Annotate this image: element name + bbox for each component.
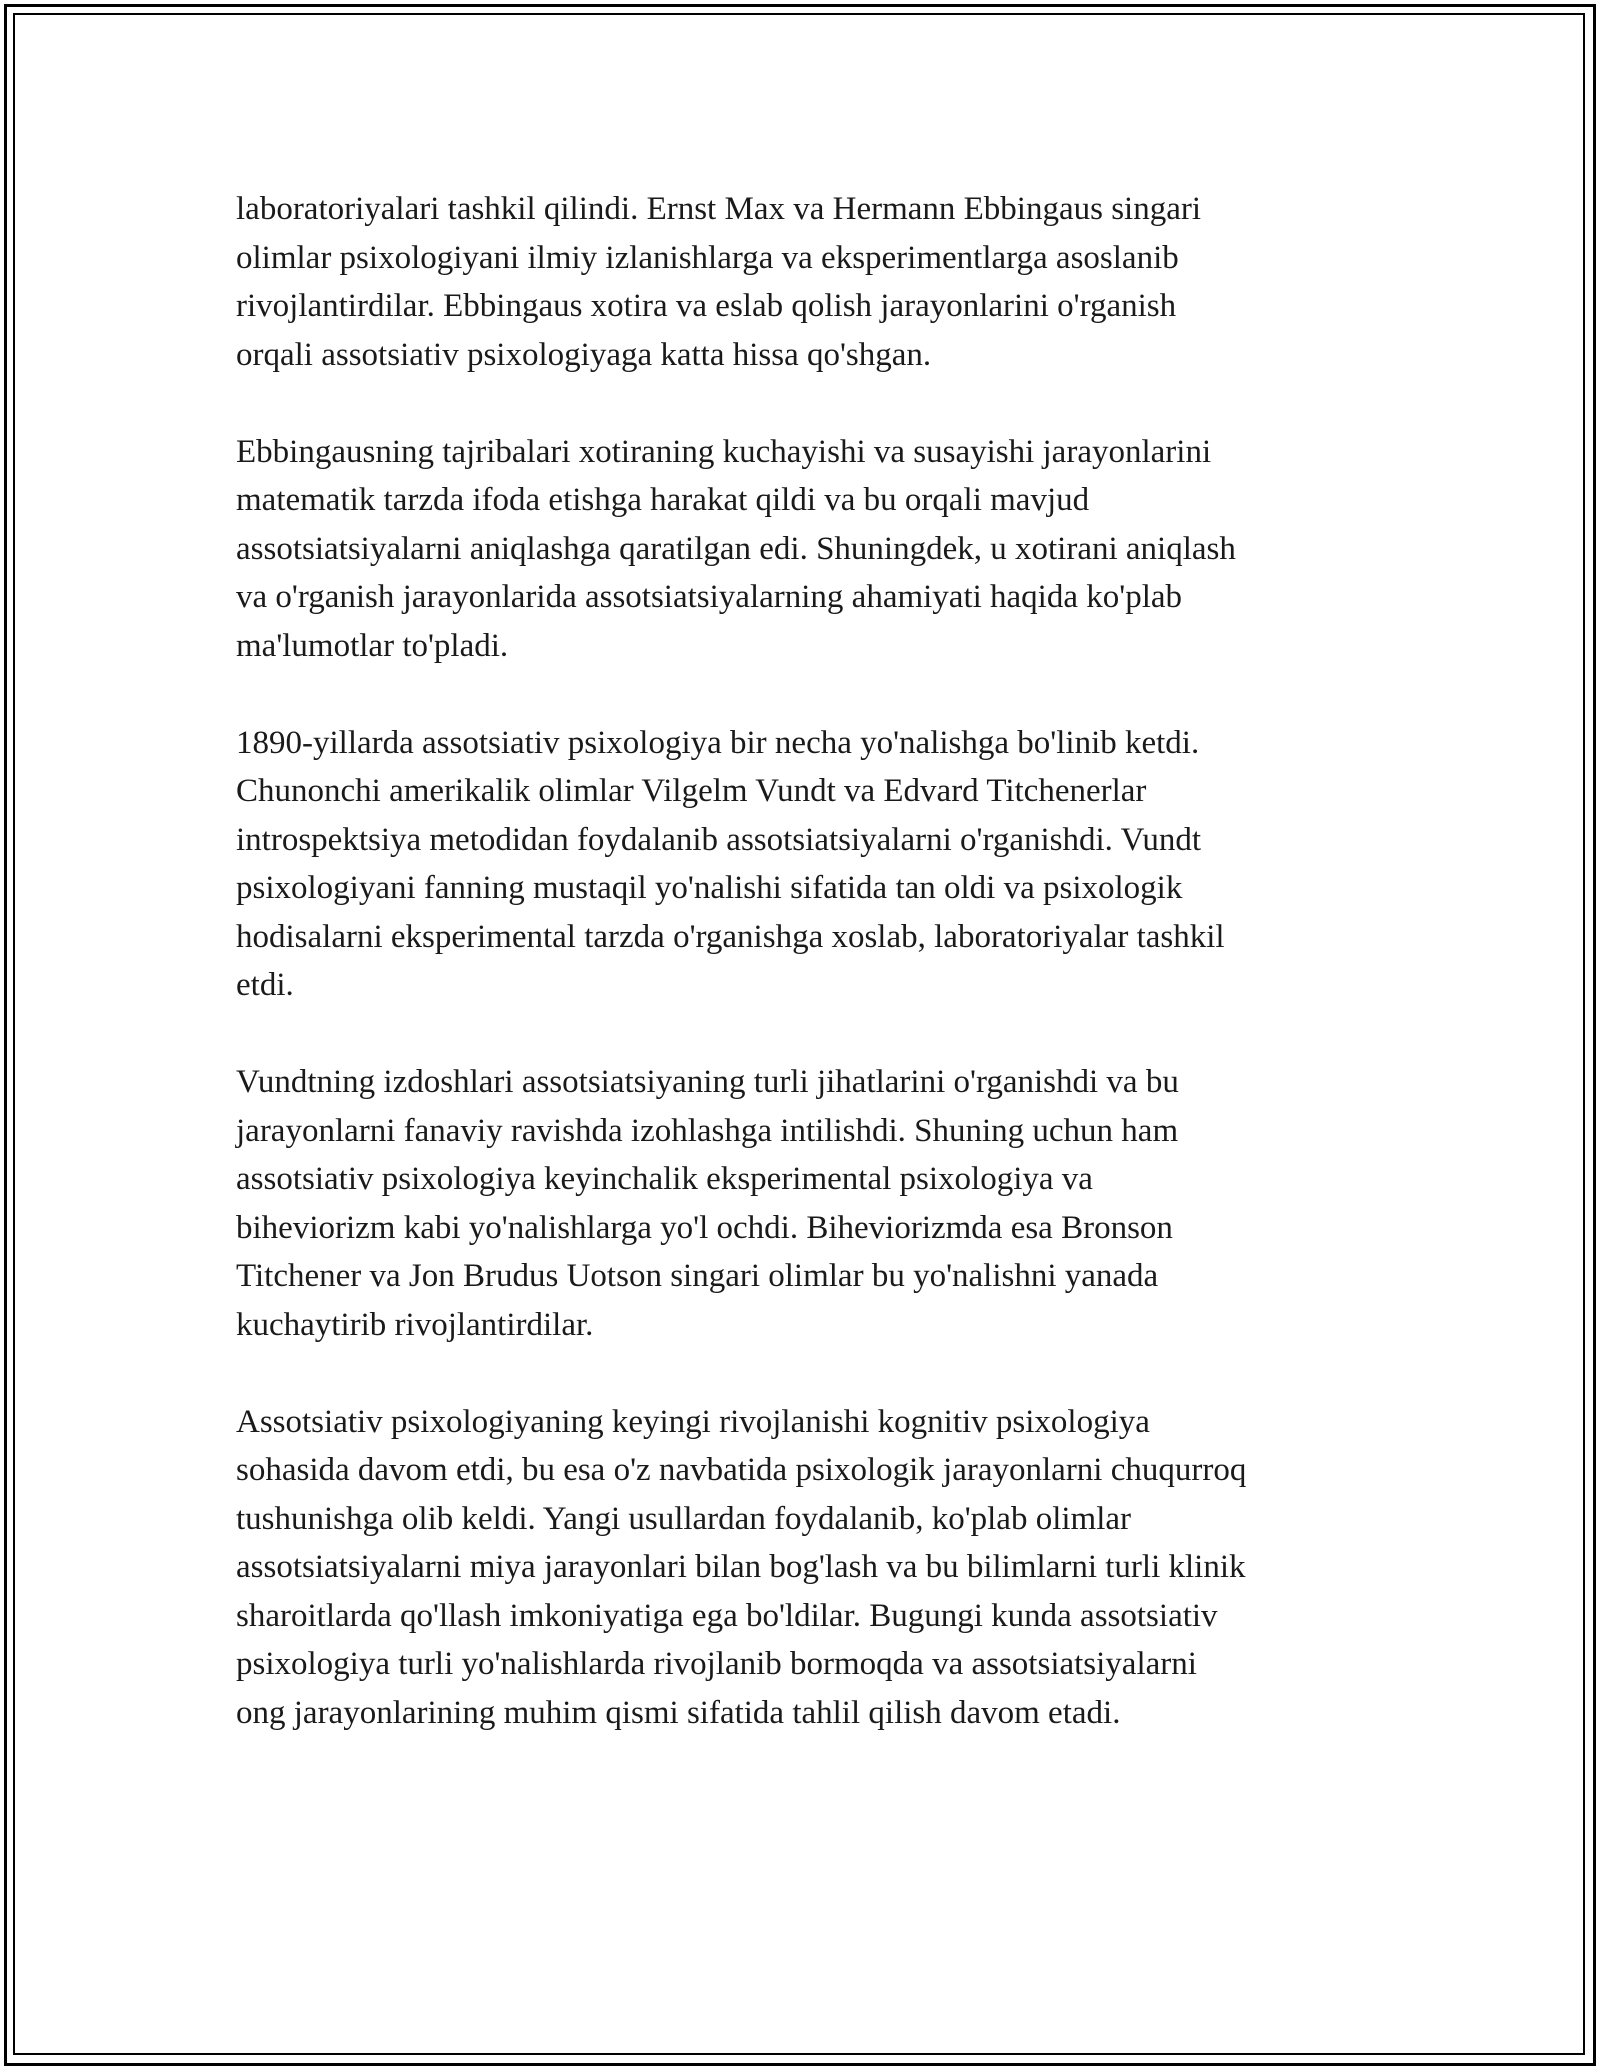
- text-line: hodisalarni eksperimental tarzda o'rganishga xoslab, laboratoriyalar tashkil: [236, 918, 1225, 955]
- text-line: Titchener va Jon Brudus Uotson singari olimlar bu yo'nalishni yanada: [236, 1258, 1159, 1294]
- text-line: etdi.: [236, 967, 294, 1003]
- paragraph-5: [236, 1398, 1366, 1738]
- text-line: 1890-yillarda assotsiativ psixologiya bir necha yo'nalishga bo'linib ketdi.: [236, 724, 1200, 761]
- text-line: assotsiatsiyalarni miya jarayonlari bilan bog'lash va bu bilimlarni turli klinik: [236, 1549, 1246, 1585]
- paragraph-4: [236, 1058, 1366, 1349]
- text-line: ma'lumotlar to'pladi.: [236, 627, 509, 664]
- paragraph-3: [236, 719, 1366, 1010]
- text-line: assotsiatsiyalarni aniqlashga qaratilgan edi. Shuningdek, u xotirani aniqlash: [236, 530, 1236, 567]
- text-line: assotsiativ psixologiya keyinchalik eksperimental psixologiya va: [236, 1161, 1093, 1197]
- text-line: Chunonchi amerikalik olimlar Vilgelm Vundt va Edvard Titchenerlar: [236, 773, 1147, 809]
- text-line: Ebbingausning tajribalari xotiraning kuchayishi va susayishi jarayonlarini: [236, 433, 1212, 470]
- text-line: va o'rganish jarayonlarida assotsiatsiyalarning ahamiyati haqida ko'plab: [236, 579, 1183, 615]
- paragraph-2: [236, 428, 1366, 671]
- text-line: sohasida davom etdi, bu esa o'z navbatida psixologik jarayonlarni chuqurroq: [236, 1452, 1247, 1488]
- paragraph-1: [236, 185, 1366, 379]
- text-line: olimlar psixologiyani ilmiy izlanishlarga va eksperimentlarga asoslanib: [236, 239, 1179, 276]
- text-line: kuchaytirib rivojlantirdilar.: [236, 1306, 594, 1343]
- text-line: orqali assotsiativ psixologiyaga katta hissa qo'shgan.: [236, 336, 932, 373]
- text-line: psixologiyani fanning mustaqil yo'nalishi sifatida tan oldi va psixologik: [236, 870, 1183, 906]
- text-line: Vundtning izdoshlari assotsiatsiyaning turli jihatlarini o'rganishdi va bu: [236, 1064, 1179, 1100]
- text-line: biheviorizm kabi yo'nalishlarga yo'l ochdi. Biheviorizmda esa Bronson: [236, 1209, 1173, 1246]
- text-line: ong jarayonlarining muhim qismi sifatida tahlil qilish davom etadi.: [236, 1694, 1121, 1731]
- text-line: jarayonlarni fanaviy ravishda izohlashga intilishdi. Shuning uchun ham: [236, 1112, 1179, 1149]
- text-line: matematik tarzda ifoda etishga harakat qildi va bu orqali mavjud: [236, 482, 1090, 518]
- text-line: introspektsiya metodidan foydalanib assotsiatsiyalarni o'rganishdi. Vundt: [236, 821, 1202, 858]
- text-line: sharoitlarda qo'llash imkoniyatiga ega bo'ldilar. Bugungi kunda assotsiativ: [236, 1597, 1218, 1634]
- text-line: psixologiya turli yo'nalishlarda rivojlanib bormoqda va assotsiatsiyalarni: [236, 1646, 1197, 1682]
- text-line: Assotsiativ psixologiyaning keyingi rivojlanishi kognitiv psixologiya: [236, 1403, 1150, 1440]
- text-line: tushunishga olib keldi. Yangi usullardan foydalanib, ko'plab olimlar: [236, 1500, 1132, 1537]
- document-body: [236, 185, 1366, 1786]
- text-line: laboratoriyalari tashkil qilindi. Ernst Max va Hermann Ebbingaus singari: [236, 191, 1202, 227]
- text-line: rivojlantirdilar. Ebbingaus xotira va eslab qolish jarayonlarini o'rganish: [236, 288, 1177, 324]
